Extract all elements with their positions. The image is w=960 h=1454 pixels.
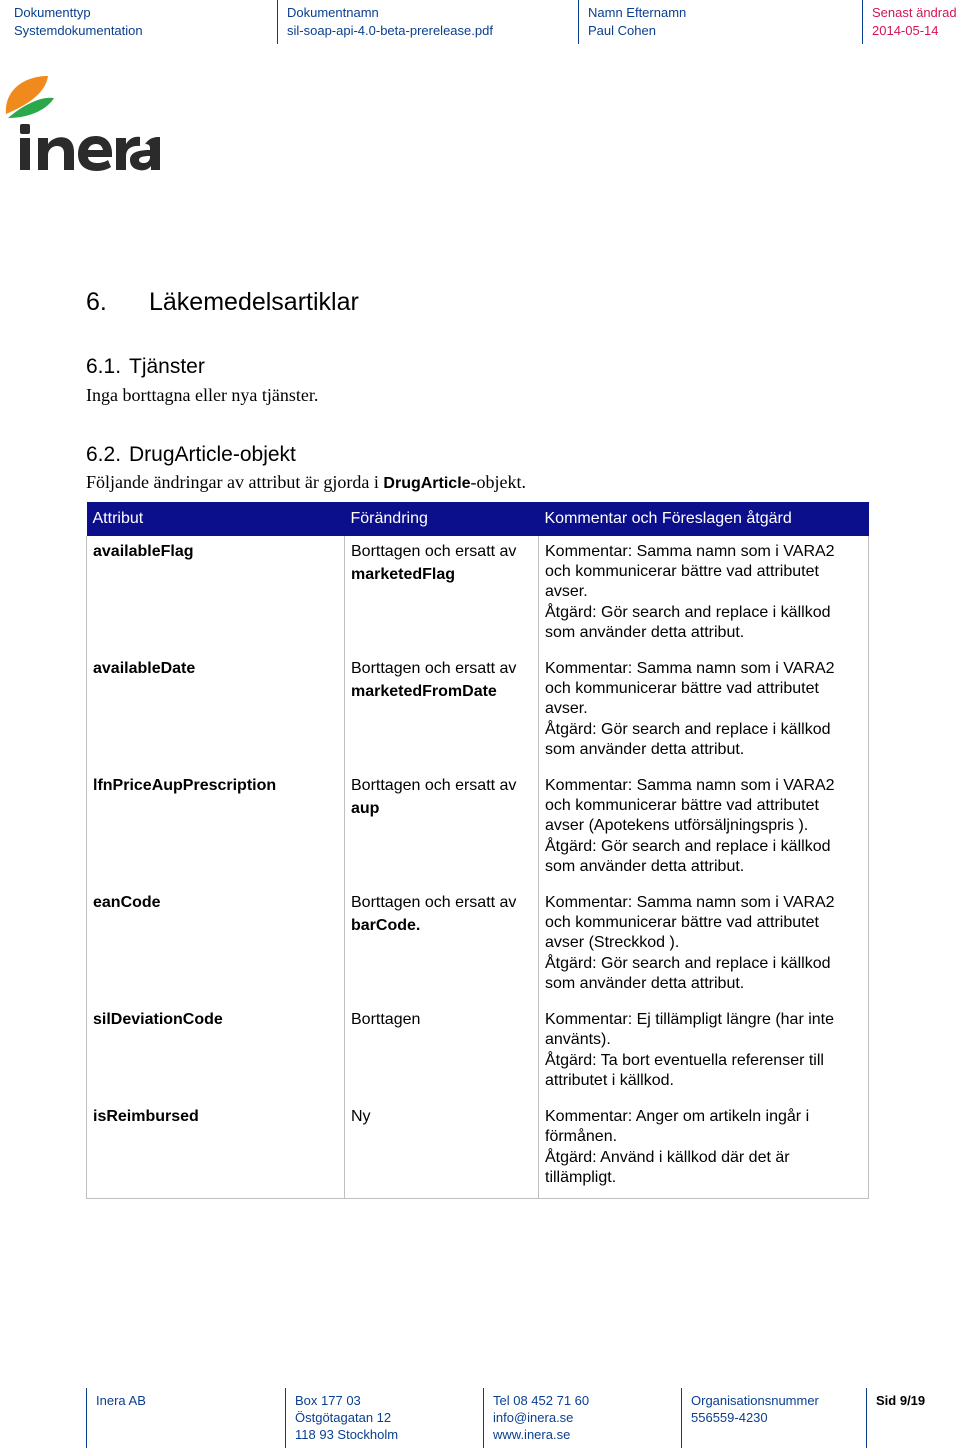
table-header-row xyxy=(87,502,869,536)
action-text: Åtgärd: Ta bort eventuella referenser till attributet i källkod. xyxy=(545,1052,824,1089)
table-row xyxy=(87,653,869,770)
company-name: Inera AB xyxy=(96,1393,146,1408)
change-text: Ny xyxy=(351,1108,371,1125)
footer-divider xyxy=(681,1388,682,1448)
section-title: Tjänster xyxy=(129,355,205,378)
doctype-value: Systemdokumentation xyxy=(14,23,143,38)
action-text: Åtgärd: Använd i källkod där det är tillämpligt. xyxy=(545,1149,790,1186)
section-number: 6.2. xyxy=(86,443,122,466)
chapter-title: Läkemedelsartiklar xyxy=(149,288,359,316)
author-value: Paul Cohen xyxy=(588,23,656,38)
change-text: Borttagen och ersatt av xyxy=(351,894,517,911)
page-number: Sid 9/19 xyxy=(876,1393,926,1408)
doctype-field xyxy=(14,4,143,40)
page-footer xyxy=(0,1388,960,1448)
footer-company xyxy=(96,1392,146,1409)
docname-label: Dokumentnamn xyxy=(287,5,379,20)
section-text-tjanster: Inga borttagna eller nya tjänster. xyxy=(86,385,319,405)
footer-divider xyxy=(86,1388,87,1448)
author-field xyxy=(588,4,686,40)
table-row xyxy=(87,770,869,887)
footer-divider xyxy=(866,1388,867,1448)
inera-logo xyxy=(2,74,162,174)
change-text: Borttagen och ersatt av xyxy=(351,777,517,794)
action-text: Åtgärd: Gör search and replace i källkod som använder detta attribut. xyxy=(545,838,831,875)
header-divider xyxy=(578,0,579,44)
section-heading-drugarticle xyxy=(86,442,296,468)
docname-field xyxy=(287,4,493,40)
change-target: marketedFromDate xyxy=(351,683,497,700)
table-row xyxy=(87,1004,869,1101)
org-label: Organisationsnummer xyxy=(691,1393,819,1408)
address-line: 118 93 Stockholm xyxy=(295,1427,399,1442)
changed-field xyxy=(872,4,957,40)
changes-table xyxy=(86,502,869,1199)
comment-text: Kommentar: Anger om artikeln ingår i förmånen. xyxy=(545,1108,810,1145)
text-part: -objekt. xyxy=(470,472,527,492)
table-row xyxy=(87,536,869,653)
web-link[interactable]: www.inera.se xyxy=(493,1427,571,1442)
attribute-name: availableFlag xyxy=(93,543,194,560)
address-line: Box 177 03 xyxy=(295,1393,361,1408)
footer-address xyxy=(295,1392,398,1443)
attribute-name: lfnPriceAupPrescription xyxy=(93,777,277,794)
action-text: Åtgärd: Gör search and replace i källkod som använder detta attribut. xyxy=(545,604,831,641)
changed-label: Senast ändrad xyxy=(872,5,957,20)
section-number: 6.1. xyxy=(86,355,122,378)
address-line: Östgötagatan 12 xyxy=(295,1410,392,1425)
comment-text: Kommentar: Samma namn som i VARA2 och kommunicerar bättre vad attributet avser (Streckkod ). xyxy=(545,894,835,951)
attribute-name: availableDate xyxy=(93,660,196,677)
docname-value: sil-soap-api-4.0-beta-prerelease.pdf xyxy=(287,23,493,38)
footer-contact xyxy=(493,1392,589,1443)
text-bold-part: DrugArticle xyxy=(383,475,471,492)
author-label: Namn Efternamn xyxy=(588,5,687,20)
attribute-name: isReimbursed xyxy=(93,1108,199,1125)
comment-text: Kommentar: Samma namn som i VARA2 och kommunicerar bättre vad attributet avser. xyxy=(545,543,835,600)
column-header-attribut: Attribut xyxy=(87,502,345,536)
change-target: marketedFlag xyxy=(351,566,456,583)
header-divider xyxy=(277,0,278,44)
action-text: Åtgärd: Gör search and replace i källkod som använder detta attribut. xyxy=(545,955,831,992)
page-header xyxy=(0,0,960,46)
table-row xyxy=(87,887,869,1004)
section-heading-tjanster xyxy=(86,354,205,380)
attribute-name: eanCode xyxy=(93,894,161,911)
action-text: Åtgärd: Gör search and replace i källkod som använder detta attribut. xyxy=(545,721,831,758)
footer-divider xyxy=(483,1388,484,1448)
text-part: Följande ändringar av attribut är gjorda i xyxy=(86,472,384,492)
chapter-number: 6. xyxy=(86,288,107,316)
attribute-name: silDeviationCode xyxy=(93,1011,223,1028)
change-target: barCode. xyxy=(351,917,421,934)
footer-divider xyxy=(285,1388,286,1448)
footer-org xyxy=(691,1392,819,1426)
email-link[interactable]: info@inera.se xyxy=(493,1410,574,1425)
header-divider xyxy=(862,0,863,44)
column-header-kommentar: Kommentar och Föreslagen åtgärd xyxy=(539,502,869,536)
phone-number: Tel 08 452 71 60 xyxy=(493,1393,590,1408)
change-text: Borttagen och ersatt av xyxy=(351,660,517,677)
section-text-drugarticle xyxy=(86,471,526,495)
comment-text: Kommentar: Samma namn som i VARA2 och kommunicerar bättre vad attributet avser (Apotekens utförsäljningspris ). xyxy=(545,777,835,834)
chapter-heading xyxy=(86,286,359,318)
change-target: aup xyxy=(351,800,380,817)
column-header-forandring: Förändring xyxy=(345,502,539,536)
section-title: DrugArticle-objekt xyxy=(129,443,296,466)
comment-text: Kommentar: Samma namn som i VARA2 och kommunicerar bättre vad attributet avser. xyxy=(545,660,835,717)
changed-value: 2014-05-14 xyxy=(872,23,939,38)
doctype-label: Dokumenttyp xyxy=(14,5,91,20)
change-text: Borttagen och ersatt av xyxy=(351,543,517,560)
org-number: 556559-4230 xyxy=(691,1410,768,1425)
footer-page xyxy=(876,1392,925,1409)
table-row xyxy=(87,1101,869,1199)
change-text: Borttagen xyxy=(351,1011,421,1028)
comment-text: Kommentar: Ej tillämpligt längre (har inte använts). xyxy=(545,1011,835,1048)
